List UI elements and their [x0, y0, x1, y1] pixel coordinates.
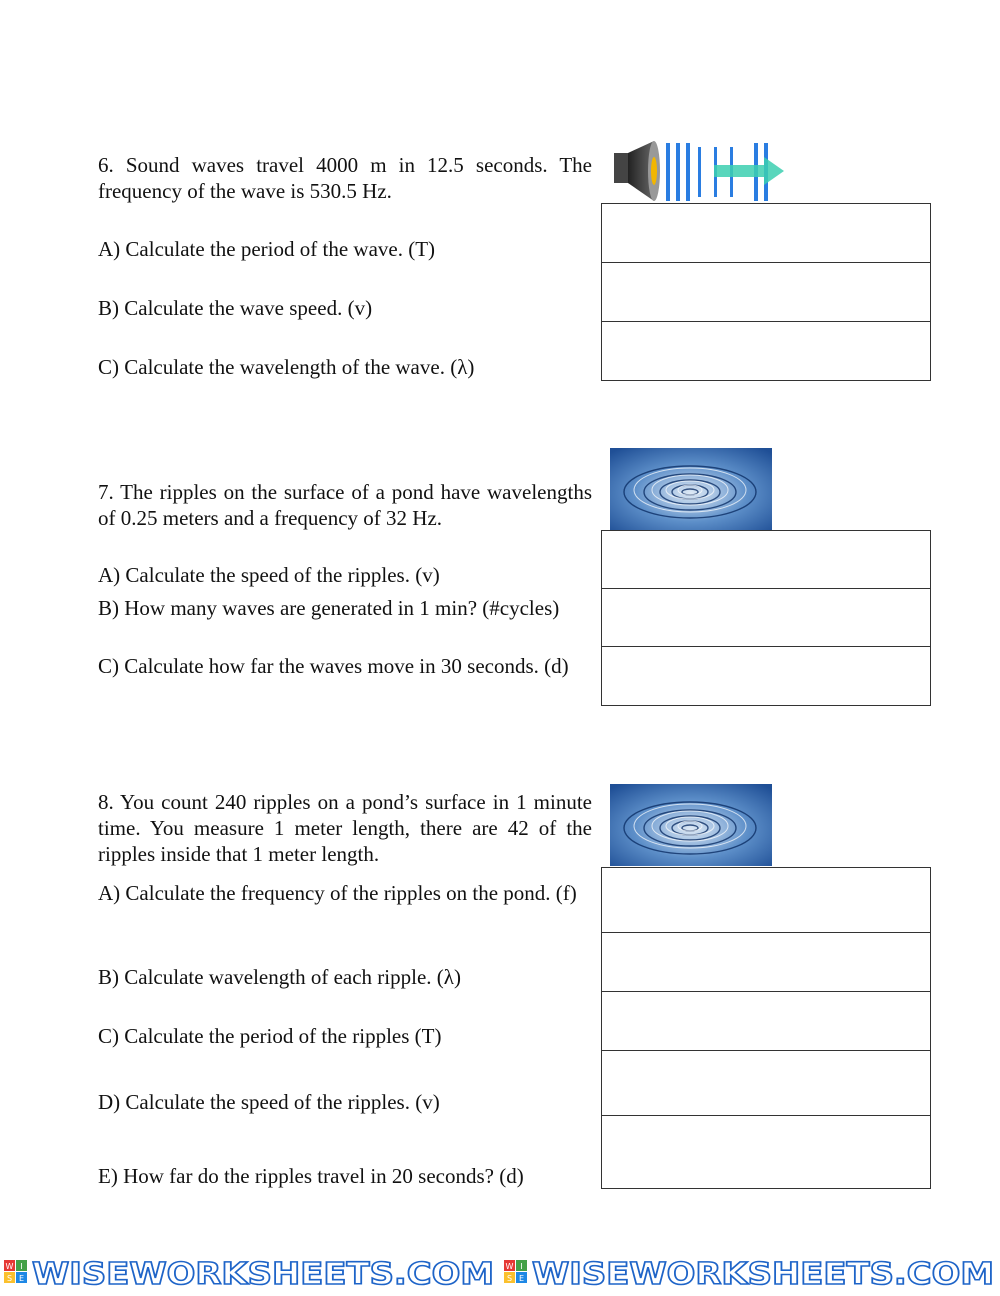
- water-ripple-image: [610, 784, 772, 866]
- footer-brand-text: WISEWORKSHEETS.COM: [532, 1257, 994, 1291]
- question-8-part-e: E) How far do the ripples travel in 20 seconds? (d): [98, 1164, 524, 1188]
- answer-box-8a[interactable]: [601, 867, 931, 933]
- question-7-text: 7. The ripples on the surface of a pond have wavelengths of 0.25 meters and a frequency of 32 Hz.: [98, 480, 592, 530]
- wiseworksheets-footer-svg: [0, 1254, 1000, 1291]
- answer-box-8b[interactable]: [601, 932, 931, 992]
- wiseworksheets-logo-icon: [504, 1260, 527, 1283]
- water-ripple-image: [610, 448, 772, 530]
- question-7-part-a: A) Calculate the speed of the ripples. (v): [98, 563, 440, 587]
- question-8-text: 8. You count 240 ripples on a pond’s surface in 1 minute time. You measure 1 meter length, there are 42 of the ripples inside that 1 meter length.: [98, 790, 592, 866]
- question-6-text: 6. Sound waves travel 4000 m in 12.5 seconds. The frequency of the wave is 530.5 Hz.: [98, 153, 592, 203]
- logo-letter: I: [520, 1262, 523, 1271]
- question-8-part-c: C) Calculate the period of the ripples (T): [98, 1024, 442, 1048]
- footer-watermark: [0, 1254, 1000, 1291]
- answer-box-7b[interactable]: [601, 588, 931, 647]
- logo-letter: S: [6, 1274, 13, 1283]
- question-6-part-b: B) Calculate the wave speed. (v): [98, 296, 373, 320]
- logo-letter: E: [518, 1274, 525, 1283]
- wiseworksheets-logo-icon: [4, 1260, 27, 1283]
- speaker-sound-wave-icon: [614, 139, 796, 203]
- question-6-part-c: C) Calculate the wavelength of the wave. (λ): [98, 355, 475, 379]
- question-8-part-b: B) Calculate wavelength of each ripple. (λ): [98, 965, 461, 989]
- footer-brand-text: WISEWORKSHEETS.COM: [32, 1257, 494, 1291]
- question-7-part-c: C) Calculate how far the waves move in 30 seconds. (d): [98, 654, 569, 678]
- question-8-part-d: D) Calculate the speed of the ripples. (v): [98, 1090, 440, 1114]
- answer-box-6b[interactable]: [601, 262, 931, 322]
- answer-box-6a[interactable]: [601, 203, 931, 263]
- logo-letter: S: [506, 1274, 513, 1283]
- answer-box-8d[interactable]: [601, 1050, 931, 1116]
- answer-box-7a[interactable]: [601, 530, 931, 589]
- answer-box-8e[interactable]: [601, 1115, 931, 1189]
- logo-letter: W: [505, 1262, 514, 1271]
- logo-letter: W: [5, 1262, 14, 1271]
- question-6-part-a: A) Calculate the period of the wave. (T): [98, 237, 436, 261]
- answer-box-6c[interactable]: [601, 321, 931, 381]
- answer-box-8c[interactable]: [601, 991, 931, 1051]
- logo-letter: I: [20, 1262, 23, 1271]
- question-7-part-b: B) How many waves are generated in 1 min? (#cycles): [98, 596, 560, 620]
- logo-letter: E: [18, 1274, 25, 1283]
- answer-box-7c[interactable]: [601, 646, 931, 706]
- question-8-part-a: A) Calculate the frequency of the ripples on the pond. (f): [98, 881, 577, 905]
